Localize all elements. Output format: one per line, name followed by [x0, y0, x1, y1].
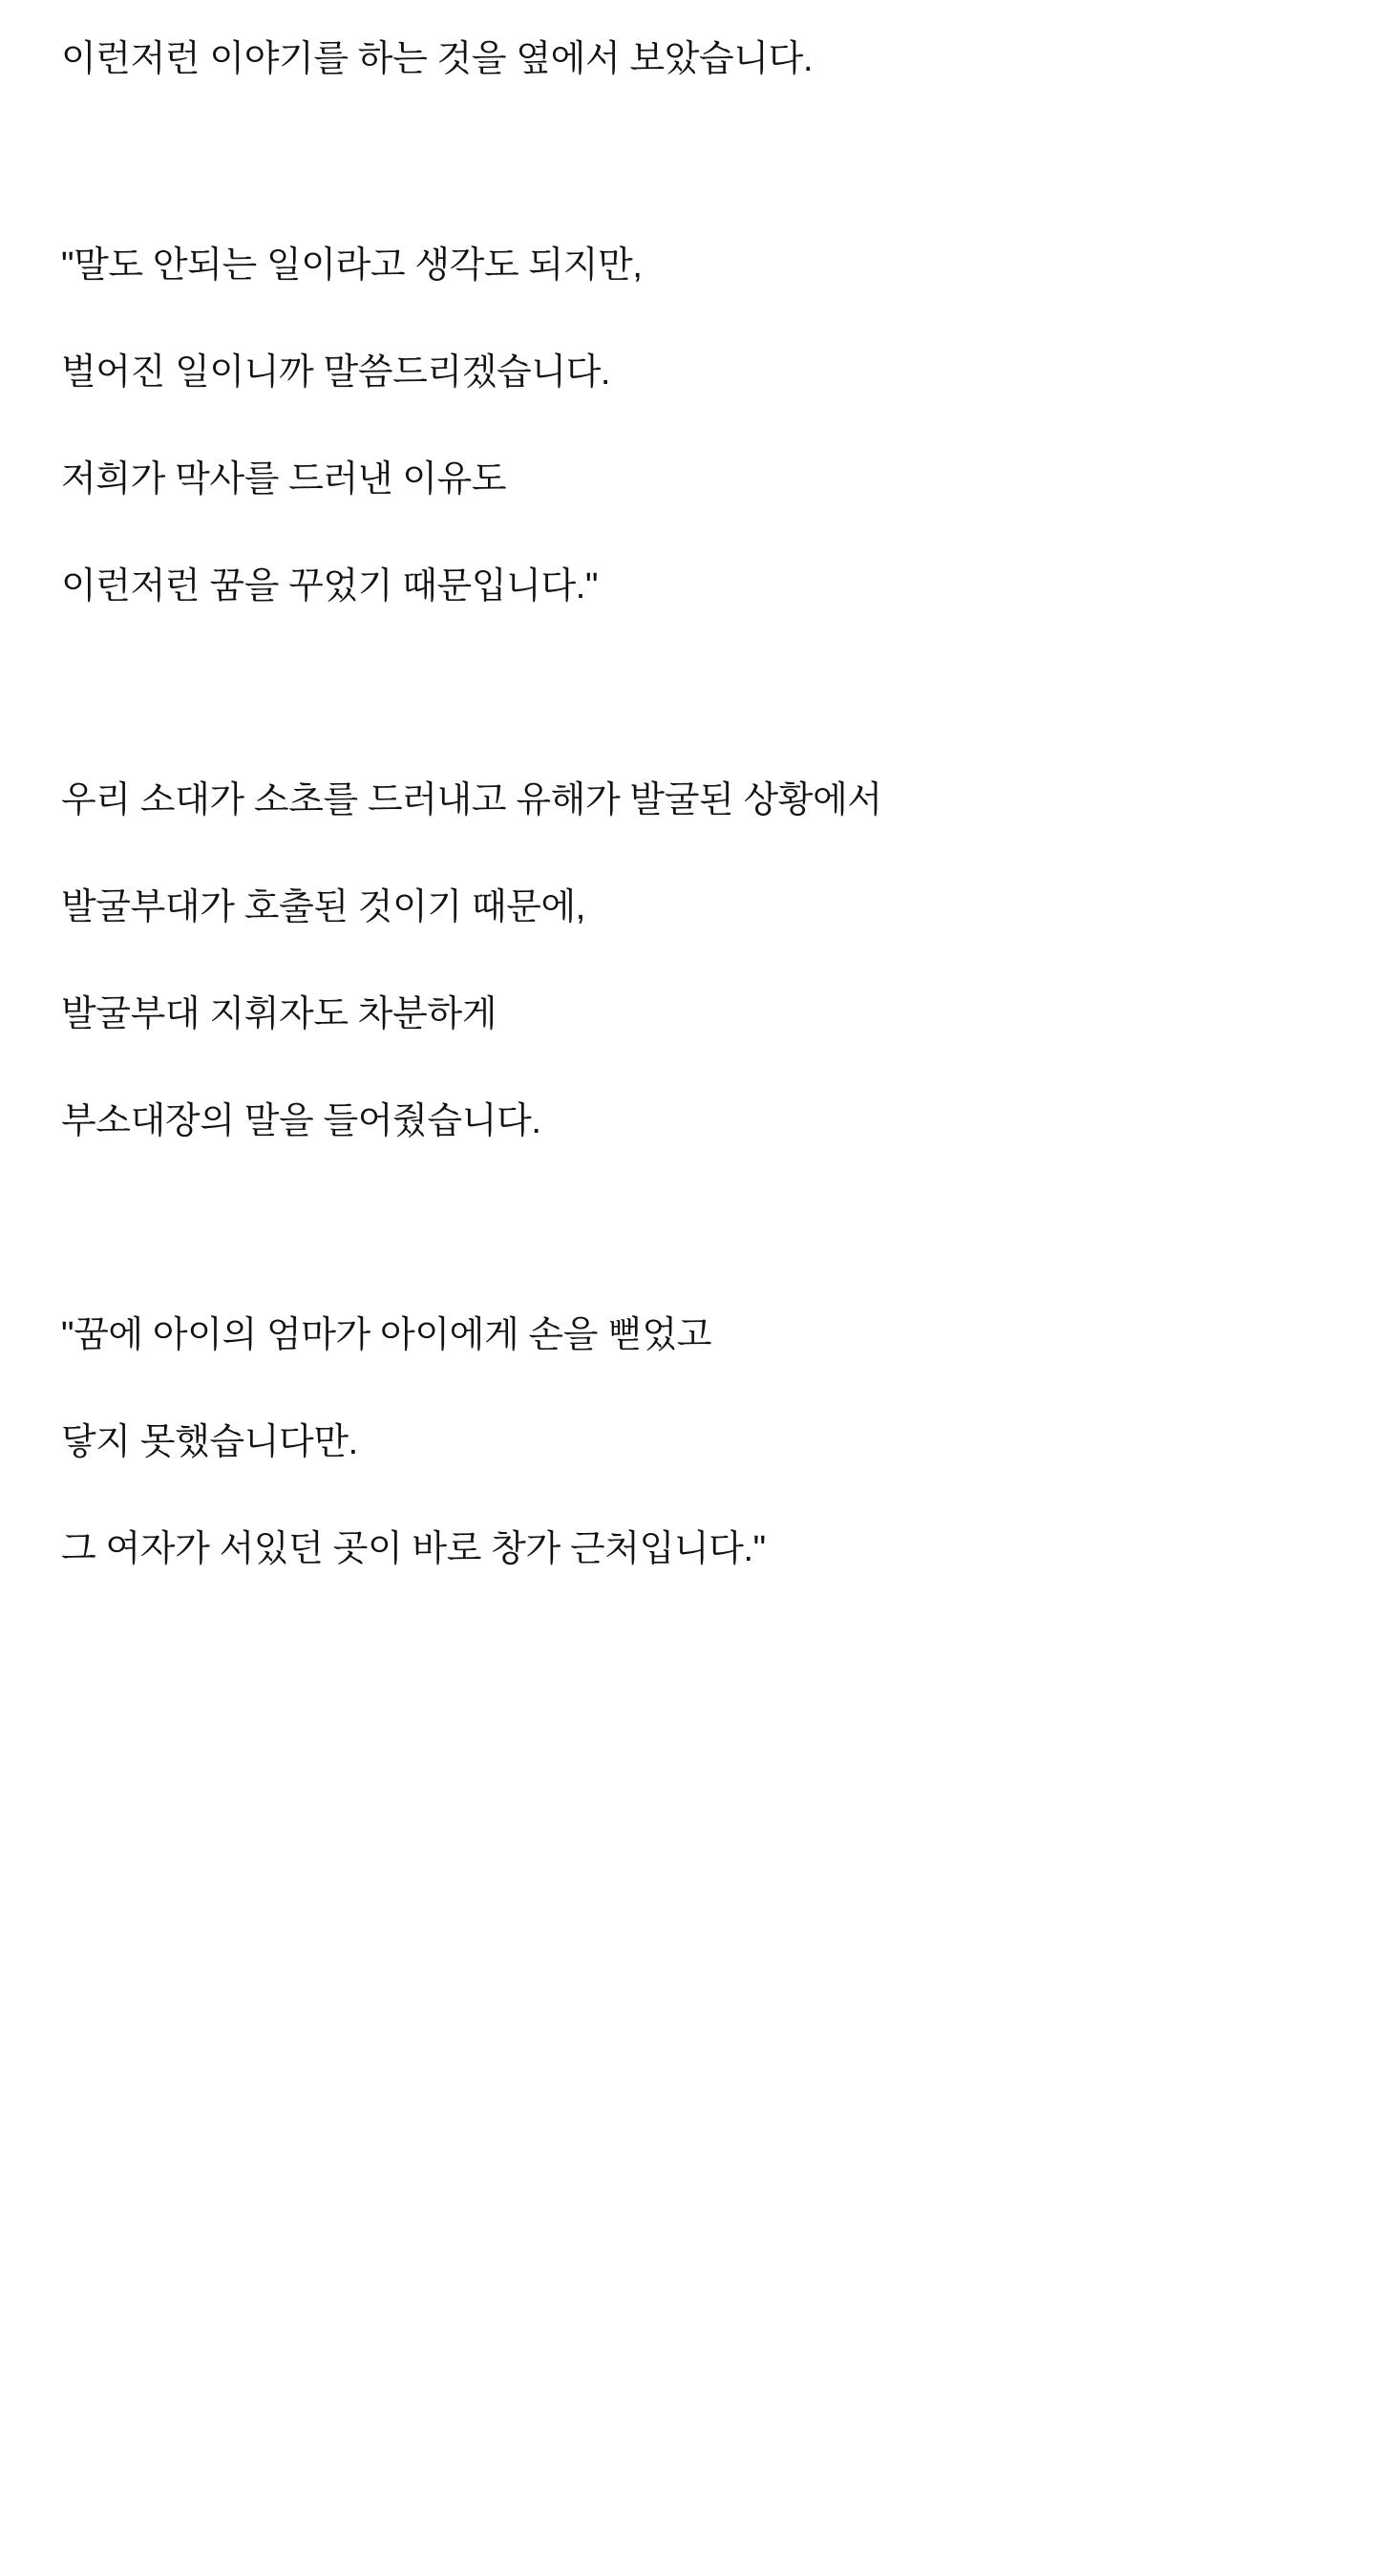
- paragraph-block: [61, 1282, 1314, 1603]
- text-line: 닿지 못했습니다만.: [61, 1422, 358, 1462]
- text-line: 발굴부대가 호출된 것이기 때문에,: [61, 887, 585, 927]
- text-line: 부소대장의 말을 들어줬습니다.: [61, 1101, 541, 1141]
- article-body: [61, 0, 1314, 1717]
- paragraph-block: [61, 212, 1314, 640]
- text-line: 저희가 막사를 드러낸 이유도: [61, 459, 507, 500]
- text-line: 발굴부대 지휘자도 차분하게: [61, 994, 497, 1034]
- text-line: 그 여자가 서있던 곳이 바로 창가 근처입니다.": [61, 1529, 766, 1569]
- text-line: "꿈에 아이의 엄마가 아이에게 손을 뻗었고: [61, 1315, 712, 1355]
- text-line: 이런저런 꿈을 꾸었기 때문입니다.": [61, 566, 599, 607]
- paragraph-spacer: [61, 113, 1314, 212]
- text-line: 우리 소대가 소초를 드러내고 유해가 발굴된 상황에서: [61, 780, 882, 820]
- paragraph-spacer: [61, 1175, 1314, 1282]
- paragraph-block: [61, 6, 1314, 113]
- text-line: 이런저런 이야기를 하는 것을 옆에서 보았습니다.: [61, 39, 814, 79]
- bottom-spacer: [61, 1603, 1314, 1717]
- paragraph-block: [61, 747, 1314, 1175]
- text-line: 벌어진 일이니까 말씀드리겠습니다.: [61, 352, 611, 393]
- text-line: "말도 안되는 일이라고 생각도 되지만,: [61, 245, 643, 286]
- paragraph-spacer: [61, 640, 1314, 747]
